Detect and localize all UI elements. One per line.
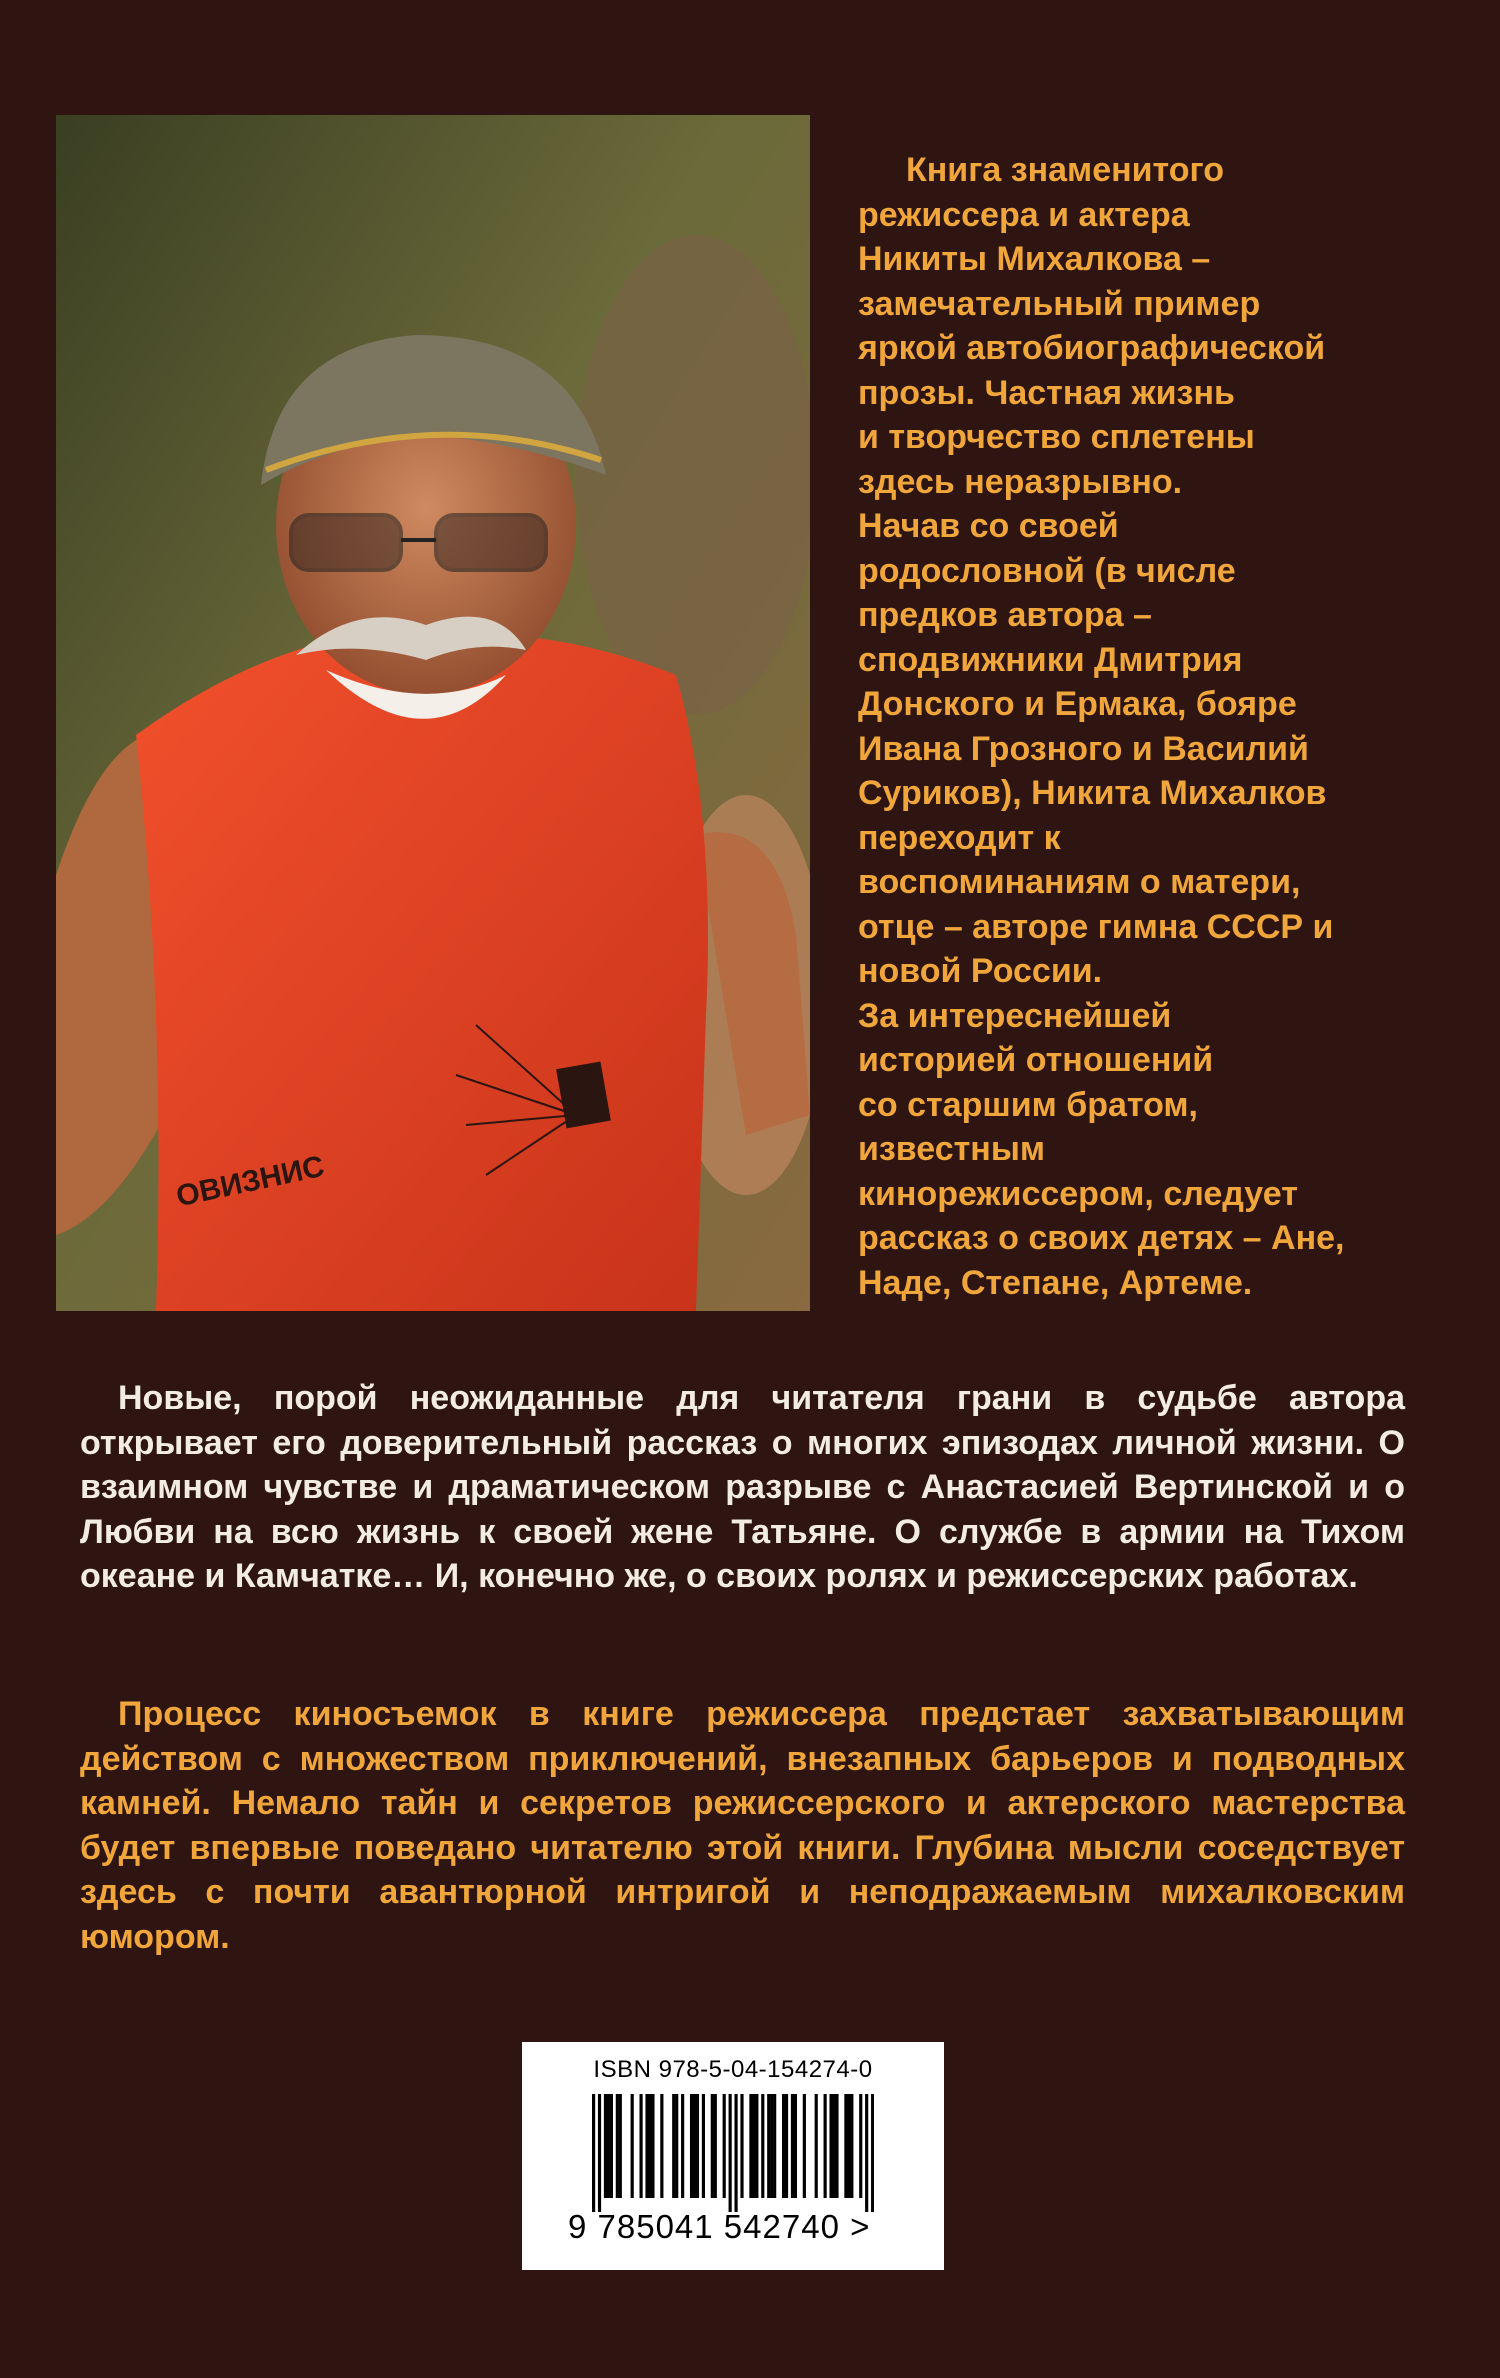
- barcode-bar: [607, 2094, 610, 2198]
- barcode-bar: [616, 2094, 619, 2198]
- side-line: здесь неразрывно.: [858, 462, 1183, 501]
- barcode-digits: 9 785041 542740 >: [568, 2208, 871, 2245]
- barcode-bar: [815, 2094, 818, 2198]
- barcode-bar: [755, 2094, 758, 2198]
- side-line: Книга знаменитого: [906, 151, 1225, 189]
- barcode-bar: [782, 2094, 785, 2198]
- barcode-bar: [702, 2094, 705, 2198]
- side-line: новой России.: [858, 952, 1103, 990]
- side-line: сподвижники Дмитрия: [858, 640, 1243, 679]
- barcode-bar: [696, 2094, 699, 2198]
- barcode-bar: [610, 2094, 613, 2198]
- side-line: Донского и Ермака, бояре: [858, 685, 1297, 723]
- side-line: предков автора –: [858, 596, 1152, 634]
- barcode-bar: [844, 2094, 847, 2198]
- side-line: Ивана Грозного и Василий: [858, 729, 1309, 768]
- barcode-bar: [672, 2094, 675, 2198]
- author-photo: [56, 115, 810, 1311]
- barcode-bar: [770, 2094, 773, 2198]
- barcode-bar: [631, 2094, 634, 2198]
- paragraph-personal-life: Новые, порой неожиданные для читателя грани в судьбе автора открывает его доверительный рассказ о многих эпизодах личной жизни. О взаимном чувстве и драматическом разрыве с Анастасией Вертинской и о Любви на всю жизнь к своей жене Татьяне. О службе в армии на Тихом океане и Камчатке… И, конечно же, о своих ролях и режиссерских работах.: [80, 1379, 1405, 1595]
- barcode-bar: [859, 2094, 862, 2198]
- barcode-bar: [829, 2094, 832, 2198]
- barcode-bar: [791, 2094, 794, 2198]
- barcode-bar: [865, 2094, 868, 2212]
- side-line: родословной (в числе: [858, 551, 1236, 590]
- side-line: Никиты Михалкова –: [858, 240, 1211, 278]
- barcode-bar: [729, 2094, 732, 2212]
- barcode-bar: [824, 2094, 827, 2198]
- barcode-bar: [803, 2094, 806, 2198]
- barcode-bar: [648, 2094, 651, 2198]
- side-line: известным: [858, 1130, 1045, 1168]
- isbn-barcode: [522, 2042, 944, 2270]
- side-line: отце – авторе гимна СССР и: [858, 907, 1334, 946]
- side-line: и творчество сплетены: [858, 418, 1255, 456]
- isbn-number: ISBN 978-5-04-154274-0: [593, 2056, 873, 2083]
- barcode-bar: [723, 2094, 726, 2198]
- barcode-bar: [794, 2094, 797, 2198]
- barcode-bar: [693, 2094, 696, 2198]
- barcode-bar: [675, 2094, 678, 2198]
- barcode-bar: [604, 2094, 607, 2198]
- barcode-bar: [660, 2094, 663, 2198]
- barcode-bar: [639, 2094, 642, 2198]
- side-line: историей отношений: [858, 1041, 1214, 1079]
- side-line: замечательный пример: [858, 284, 1261, 323]
- side-line: Наде, Степане, Артеме.: [858, 1263, 1253, 1302]
- side-line: Суриков), Никита Михалков: [858, 774, 1327, 812]
- side-description: [858, 148, 1418, 1305]
- side-line: Начав со своей: [858, 507, 1119, 545]
- side-line: рассказ о своих детях – Ане,: [858, 1219, 1345, 1257]
- barcode-bar: [740, 2094, 743, 2198]
- barcode-bar: [752, 2094, 755, 2198]
- side-line: кинорежиссером, следует: [858, 1174, 1298, 1213]
- barcode-bar: [835, 2094, 838, 2198]
- svg-text:ОВИЗНИС: ОВИЗНИС: [173, 1149, 328, 1214]
- barcode-bar: [847, 2094, 850, 2198]
- barcode-bar: [749, 2094, 752, 2198]
- barcode-bar: [714, 2094, 717, 2198]
- side-line: со старшим братом,: [858, 1085, 1198, 1124]
- barcode-bar: [761, 2094, 764, 2198]
- side-line: переходит к: [858, 818, 1061, 857]
- barcode-bar: [850, 2094, 853, 2198]
- side-line: За интереснейшей: [858, 996, 1172, 1035]
- barcode-bar: [832, 2094, 835, 2198]
- side-line: воспоминаниям о матери,: [858, 863, 1301, 901]
- barcode-bar: [681, 2094, 684, 2198]
- barcode-bar: [871, 2094, 874, 2212]
- barcode-bar: [711, 2094, 714, 2198]
- barcode-bar: [598, 2094, 601, 2212]
- barcode-bar: [690, 2094, 693, 2198]
- side-line: прозы. Частная жизнь: [858, 373, 1235, 412]
- barcode-bar: [785, 2094, 788, 2198]
- barcode-bar: [619, 2094, 622, 2198]
- side-line: яркой автобиографической: [858, 329, 1326, 367]
- barcode-bar: [592, 2094, 595, 2212]
- barcode-bar: [645, 2094, 648, 2198]
- barcode-bars: [592, 2094, 874, 2212]
- barcode-bar: [767, 2094, 770, 2198]
- barcode-bar: [651, 2094, 654, 2198]
- barcode-bar: [773, 2094, 776, 2198]
- paragraph-filmmaking: Процесс киносъемок в книге режиссера предстает захватывающим действом с множеством приключений, внезапных барьеров и подводных камней. Немало тайн и секретов режиссерского и актерского мастерства будет впервые поведано читателю этой книги. Глубина мысли соседствует здесь с почти авантюрной интригой и неподражаемым михалковским юмором.: [80, 1695, 1405, 1956]
- side-line: режиссера и актера: [858, 195, 1190, 234]
- barcode-bar: [734, 2094, 737, 2212]
